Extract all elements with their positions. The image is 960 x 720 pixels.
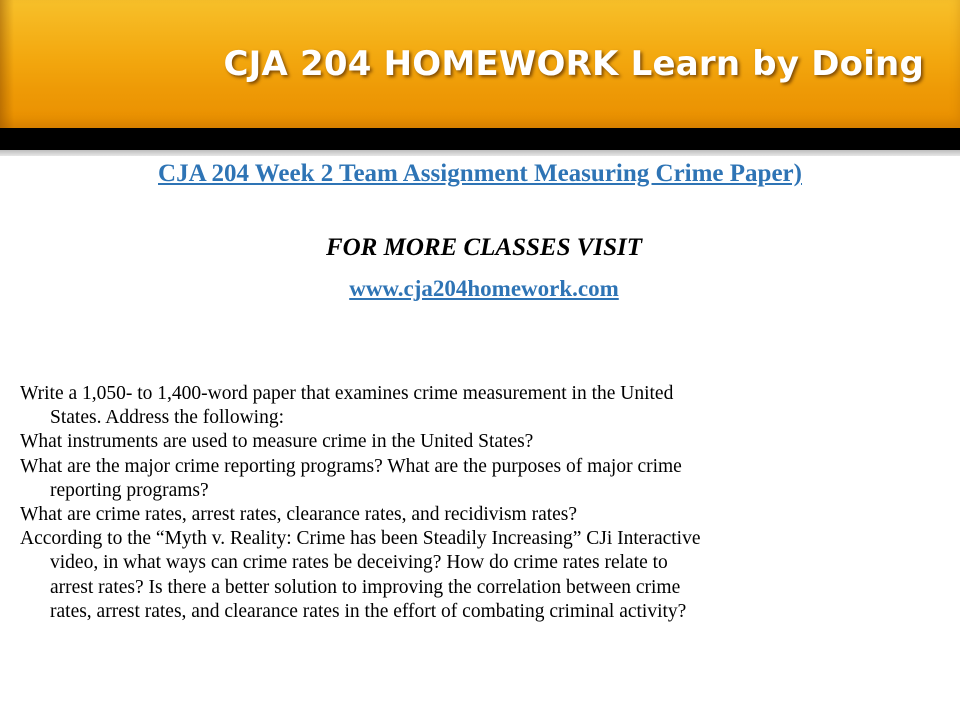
paragraph-line: arrest rates? Is there a better solution to improving the correlation between crime: [50, 576, 681, 598]
black-divider-bar: [0, 128, 960, 150]
gray-divider-line: [0, 150, 960, 156]
assignment-heading-link[interactable]: CJA 204 Week 2 Team Assignment Measuring Crime Paper): [158, 160, 802, 187]
website-link[interactable]: www.cja204homework.com: [349, 276, 619, 301]
paragraph-line: According to the “Myth v. Reality: Crime has been Steadily Increasing” CJi Interactive: [20, 528, 701, 550]
paragraph-line: Write a 1,050- to 1,400-word paper that examines crime measurement in the United: [20, 383, 674, 404]
title-banner: [0, 0, 960, 128]
paragraph-line: video, in what ways can crime rates be deceiving? How do crime rates relate to: [50, 552, 668, 574]
paragraph-line: What instruments are used to measure crime in the United States?: [20, 431, 534, 453]
slide-title: CJA 204 HOMEWORK Learn by Doing: [223, 44, 924, 84]
paragraph-line: What are crime rates, arrest rates, clearance rates, and recidivism rates?: [20, 504, 578, 526]
paragraph-line: States. Address the following:: [50, 407, 284, 429]
paragraph-line: What are the major crime reporting programs? What are the purposes of major crime: [20, 455, 682, 477]
assignment-body: [20, 382, 950, 624]
paragraph-line: rates, arrest rates, and clearance rates in the effort of combating criminal activity?: [50, 600, 687, 622]
banner-edge-shadow: [0, 0, 14, 128]
paragraph-line: reporting programs?: [50, 479, 209, 501]
visit-text: FOR MORE CLASSES VISIT: [325, 234, 643, 261]
